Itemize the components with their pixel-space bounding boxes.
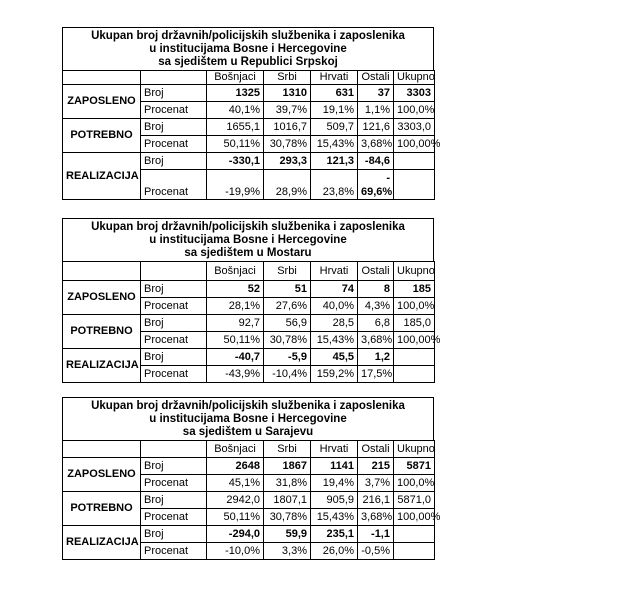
cell: -294,0	[207, 526, 264, 543]
cell: 30,78%	[264, 136, 311, 153]
cell: 1655,1	[207, 119, 264, 136]
cell: 28,9%	[264, 170, 311, 200]
cell: 1867	[264, 458, 311, 475]
row-label: Procenat	[141, 170, 207, 200]
cell: 4,3%	[358, 298, 394, 315]
row-label: Broj	[141, 153, 207, 170]
cell: 19,1%	[311, 102, 358, 119]
cell: 1807,1	[264, 492, 311, 509]
cell: 1325	[207, 85, 264, 102]
cell: 631	[311, 85, 358, 102]
cell: 216,1	[358, 492, 394, 509]
cell	[394, 349, 435, 366]
row-label: Procenat	[141, 298, 207, 315]
cell	[394, 366, 435, 383]
header-cell: Ostali	[358, 71, 394, 85]
cell: -10,4%	[264, 366, 311, 383]
cell: 26,0%	[311, 543, 358, 560]
row-label: Procenat	[141, 332, 207, 349]
cell: 15,43%	[311, 136, 358, 153]
cell: 215	[358, 458, 394, 475]
cell: 50,11%	[207, 136, 264, 153]
row-label: Procenat	[141, 475, 207, 492]
title-line: sa sjedištem u Sarajevu	[182, 426, 314, 438]
table-row	[63, 458, 435, 475]
cell: 59,9	[264, 526, 311, 543]
header-cell: Srbi	[264, 71, 311, 85]
row-label: Procenat	[141, 509, 207, 526]
title-line: u institucijama Bosne i Hercegovine	[149, 413, 347, 425]
header-cell: Hrvati	[311, 441, 358, 458]
cell: 30,78%	[264, 509, 311, 526]
cell: 121,6	[358, 119, 394, 136]
cell: 23,8%	[311, 170, 358, 200]
cell: 40,0%	[311, 298, 358, 315]
header-cell	[63, 262, 141, 281]
cell: 293,3	[264, 153, 311, 170]
header-cell: Bošnjaci	[207, 441, 264, 458]
cell: 5871	[394, 458, 435, 475]
header-cell: Hrvati	[311, 262, 358, 281]
cell: -10,0%	[207, 543, 264, 560]
table-row	[63, 281, 435, 298]
table-row	[63, 492, 435, 509]
row-label: Broj	[141, 492, 207, 509]
cell: 40,1%	[207, 102, 264, 119]
header-cell: Srbi	[264, 262, 311, 281]
header-cell: Bošnjaci	[207, 71, 264, 85]
title-line: Ukupan broj državnih/policijskih službenika i zaposlenika	[91, 400, 405, 412]
cell: 45,1%	[207, 475, 264, 492]
row-label: Broj	[141, 349, 207, 366]
cell: 28,1%	[207, 298, 264, 315]
row-label: Broj	[141, 526, 207, 543]
cell: 51	[264, 281, 311, 298]
cell: 50,11%	[207, 332, 264, 349]
cell: 2648	[207, 458, 264, 475]
cell: 1016,7	[264, 119, 311, 136]
title-line: u institucijama Bosne i Hercegovine	[149, 234, 347, 246]
row-label: Broj	[141, 281, 207, 298]
cell: 39,7%	[264, 102, 311, 119]
cell: 3,68%	[358, 136, 394, 153]
header-cell: Ukupno	[394, 262, 435, 281]
header-cell	[141, 441, 207, 458]
cell: 100,00%	[394, 509, 435, 526]
cell: -40,7	[207, 349, 264, 366]
cell: - 69,6%	[358, 170, 394, 200]
data-table	[62, 70, 441, 200]
cell: 27,6%	[264, 298, 311, 315]
cell: 50,11%	[207, 509, 264, 526]
cell: -330,1	[207, 153, 264, 170]
header-row	[63, 441, 435, 458]
cell: 100,00%	[394, 332, 435, 349]
cell: 235,1	[311, 526, 358, 543]
table-row	[63, 85, 435, 102]
header-row	[63, 262, 435, 281]
cell: 30,78%	[264, 332, 311, 349]
cell: 1,2	[358, 349, 394, 366]
cell: 28,5	[311, 315, 358, 332]
cell	[394, 170, 435, 200]
cell: 37	[358, 85, 394, 102]
cell: 15,43%	[311, 332, 358, 349]
header-row	[63, 71, 435, 85]
cell	[394, 543, 435, 560]
title-line: sa sjedištem u Mostaru	[184, 247, 312, 259]
group-label: POTREBNO	[63, 492, 141, 526]
title-line: sa sjedištem u Republici Srpskoj	[158, 56, 338, 68]
row-label: Procenat	[141, 543, 207, 560]
row-label: Broj	[141, 458, 207, 475]
table-republika-srpska	[62, 27, 441, 200]
header-cell	[141, 262, 207, 281]
header-cell	[141, 71, 207, 85]
cell: -5,9	[264, 349, 311, 366]
row-label: Procenat	[141, 366, 207, 383]
header-cell	[63, 71, 141, 85]
cell: 3,3%	[264, 543, 311, 560]
table-row	[63, 526, 435, 543]
header-cell: Ostali	[358, 441, 394, 458]
cell: 1141	[311, 458, 358, 475]
cell: 52	[207, 281, 264, 298]
cell: 5871,0	[394, 492, 435, 509]
table-row	[63, 349, 435, 366]
header-cell: Ukupno	[394, 441, 435, 458]
cell: 6,8	[358, 315, 394, 332]
cell: 185,0	[394, 315, 435, 332]
cell: 100,0%	[394, 298, 435, 315]
cell: 3303	[394, 85, 435, 102]
row-label: Procenat	[141, 102, 207, 119]
cell: -0,5%	[358, 543, 394, 560]
header-cell	[63, 441, 141, 458]
row-label: Broj	[141, 119, 207, 136]
cell: 3,68%	[358, 332, 394, 349]
cell: 74	[311, 281, 358, 298]
cell: 185	[394, 281, 435, 298]
table-title	[62, 218, 434, 261]
cell: -1,1	[358, 526, 394, 543]
cell: 17,5%	[358, 366, 394, 383]
cell	[394, 526, 435, 543]
row-label: Procenat	[141, 136, 207, 153]
cell: 1,1%	[358, 102, 394, 119]
cell: 19,4%	[311, 475, 358, 492]
cell: -19,9%	[207, 170, 264, 200]
cell: 45,5	[311, 349, 358, 366]
title-line: Ukupan broj državnih/policijskih službenika i zaposlenika	[91, 221, 405, 233]
row-label: Broj	[141, 315, 207, 332]
cell: 92,7	[207, 315, 264, 332]
group-label: POTREBNO	[63, 315, 141, 349]
cell: -43,9%	[207, 366, 264, 383]
cell: 56,9	[264, 315, 311, 332]
cell: 3303,0	[394, 119, 435, 136]
header-cell: Ukupno	[394, 71, 435, 85]
cell: 509,7	[311, 119, 358, 136]
group-label: ZAPOSLENO	[63, 458, 141, 492]
table-row	[63, 315, 435, 332]
header-cell: Bošnjaci	[207, 262, 264, 281]
group-label: REALIZACIJA	[63, 153, 141, 200]
group-label: POTREBNO	[63, 119, 141, 153]
cell: -84,6	[358, 153, 394, 170]
header-cell: Srbi	[264, 441, 311, 458]
header-cell: Hrvati	[311, 71, 358, 85]
data-table	[62, 261, 441, 383]
title-line: u institucijama Bosne i Hercegovine	[149, 43, 347, 55]
table-sarajevo	[62, 397, 441, 560]
group-label: ZAPOSLENO	[63, 281, 141, 315]
cell: 8	[358, 281, 394, 298]
cell: 15,43%	[311, 509, 358, 526]
table-title	[62, 397, 434, 440]
cell: 159,2%	[311, 366, 358, 383]
table-title	[62, 27, 434, 70]
cell: 31,8%	[264, 475, 311, 492]
cell: 2942,0	[207, 492, 264, 509]
cell: 3,68%	[358, 509, 394, 526]
title-line: Ukupan broj državnih/policijskih službenika i zaposlenika	[91, 30, 405, 42]
group-label: REALIZACIJA	[63, 349, 141, 383]
data-table	[62, 440, 441, 560]
cell: 121,3	[311, 153, 358, 170]
cell: 1310	[264, 85, 311, 102]
cell: 100,0%	[394, 475, 435, 492]
cell: 100,00%	[394, 136, 435, 153]
table-row	[63, 153, 435, 170]
header-cell: Ostali	[358, 262, 394, 281]
cell: 3,7%	[358, 475, 394, 492]
cell	[394, 153, 435, 170]
row-label: Broj	[141, 85, 207, 102]
cell: 100,0%	[394, 102, 435, 119]
group-label: ZAPOSLENO	[63, 85, 141, 119]
table-row	[63, 119, 435, 136]
table-mostar	[62, 218, 441, 383]
group-label: REALIZACIJA	[63, 526, 141, 560]
cell: 905,9	[311, 492, 358, 509]
